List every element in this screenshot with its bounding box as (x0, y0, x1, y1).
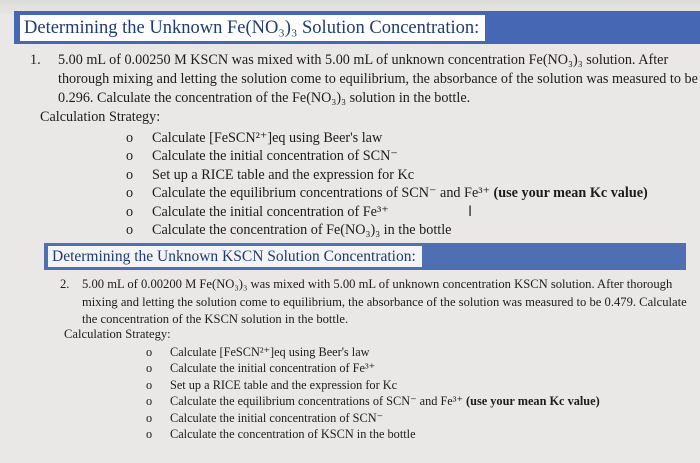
list-item: o Calculate the equilibrium concentrations of SCN⁻ and Fe³⁺ (use your mean Kc value) (126, 185, 648, 202)
bullet-icon: o (146, 394, 153, 409)
question-1-text: 5.00 mL of 0.00250 M KSCN was mixed with 5.00 mL of unknown concentration Fe(NO₃)₃ solution. After thorough mixing and letting the solution come to equilibrium, the absorbance of the solution was measured to be 0.296. Calculate the concentration of the Fe(NO₃)₃ solution in the bottle. (58, 52, 698, 107)
question-1-number: 1. (30, 52, 41, 68)
strategy-1-label: Calculation Strategy: (40, 109, 161, 125)
strategy-2-list (146, 344, 600, 442)
list-item: o Calculate the concentration of Fe(NO₃)₃ in the bottle (126, 222, 452, 239)
section-1-title: Determining the Unknown Fe(NO₃)₃ Solution Concentration: (20, 15, 485, 41)
list-item: o Calculate the initial concentration of SCN⁻ (146, 410, 384, 425)
list-item: o Calculate the concentration of KSCN in the bottle (146, 427, 416, 442)
bullet-icon: o (126, 166, 134, 183)
list-item: o Set up a RICE table and the expression for Kc (146, 377, 398, 392)
question-2 (60, 276, 692, 329)
question-2-number: 2. (60, 277, 70, 291)
bullet-icon: o (146, 427, 153, 442)
question-1 (30, 51, 698, 109)
list-item: o Calculate the initial concentration of Fe³⁺ (146, 361, 376, 376)
question-2-text: 5.00 mL of 0.00200 M Fe(NO₃)₃ was mixed with 5.00 mL of unknown concentration KSCN solution. After thorough mixing and letting the solution come to equilibrium, the absorbance of the solution was measured to be 0.479. Calculate the concentration of the KSCN solution in the bottle. (82, 277, 687, 326)
bullet-icon: o (126, 222, 134, 239)
mean-kc-note: (use your mean Kc value) (493, 185, 648, 202)
section-2-title: Determining the Unknown KSCN Solution Concentration: (48, 246, 422, 267)
list-item: o Calculate [FeSCN²⁺]eq using Beer's law (146, 345, 370, 359)
bullet-icon: o (146, 377, 153, 392)
list-item: o Calculate the equilibrium concentrations of SCN⁻ and Fe³⁺ (use your mean Kc value) (146, 394, 600, 409)
bullet-icon: o (146, 410, 153, 425)
bullet-icon: o (126, 148, 134, 165)
section-2-header-bar (44, 243, 686, 270)
bullet-icon: o (146, 361, 153, 376)
list-item: o Set up a RICE table and the expression for Kc (126, 166, 415, 183)
bullet-icon: o (126, 185, 134, 202)
strategy-1-list (126, 129, 648, 239)
bullet-icon: o (126, 130, 134, 146)
list-item: o Calculate the initial concentration of Fe³⁺ (126, 203, 389, 220)
bullet-icon: o (126, 203, 134, 220)
strategy-2-label: Calculation Strategy: (64, 327, 171, 341)
list-item: o Calculate the initial concentration of SCN⁻ (126, 148, 398, 165)
list-item: o Calculate [FeSCN²⁺]eq using Beer's law (126, 130, 383, 146)
text-cursor-icon: I (468, 204, 473, 220)
bullet-icon: o (146, 345, 153, 359)
mean-kc-note: (use your mean Kc value) (466, 394, 600, 409)
section-1-header-bar (14, 11, 700, 44)
